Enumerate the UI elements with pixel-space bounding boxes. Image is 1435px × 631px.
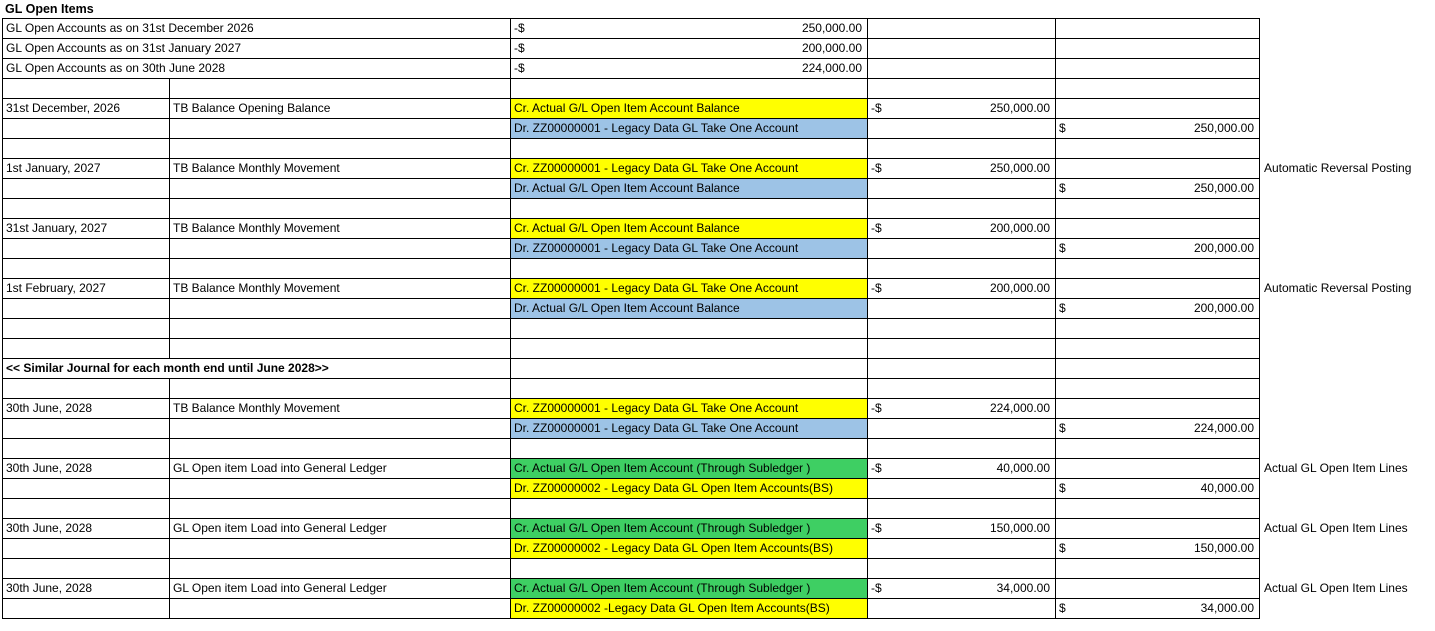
date-cell[interactable]: [3, 439, 170, 459]
table-row: [3, 499, 1432, 519]
currency-sign: $: [1059, 121, 1066, 135]
annotation-cell[interactable]: Actual GL Open Item Lines: [1264, 461, 1408, 475]
table-row: [3, 39, 1432, 59]
annotation-cell[interactable]: [1260, 319, 1432, 339]
table-row: [3, 399, 1432, 419]
credit-amount-cell[interactable]: [868, 539, 1056, 559]
amount-value: 200,000.00: [989, 281, 1050, 295]
account-cell[interactable]: Cr. Actual G/L Open Item Account (Through Subledger ): [511, 579, 868, 599]
description-cell[interactable]: [170, 139, 511, 159]
debit-amount-cell[interactable]: [1056, 159, 1260, 179]
credit-amount-cell[interactable]: [868, 259, 1056, 279]
account-cell[interactable]: Cr. Actual G/L Open Item Account Balance: [511, 99, 868, 119]
account-cell[interactable]: Cr. ZZ00000001 - Legacy Data GL Take One Account: [511, 279, 868, 299]
description-cell[interactable]: [170, 599, 511, 619]
description-cell[interactable]: [170, 339, 511, 359]
annotation-cell[interactable]: [1260, 599, 1432, 619]
debit-amount-cell[interactable]: [1056, 59, 1260, 79]
table-row: [3, 559, 1432, 579]
table-row: [3, 139, 1432, 159]
description-cell[interactable]: [170, 439, 511, 459]
account-cell[interactable]: Dr. ZZ00000002 - Legacy Data GL Open Item Accounts(BS): [511, 539, 868, 559]
debit-amount-cell[interactable]: [1056, 359, 1260, 379]
currency-sign: $: [1059, 181, 1066, 195]
annotation-cell[interactable]: [1260, 559, 1432, 579]
amount-value: 250,000.00: [1193, 121, 1254, 135]
accounting-amount: [1056, 419, 1259, 438]
account-cell[interactable]: [511, 39, 868, 59]
annotation-cell[interactable]: Automatic Reversal Posting: [1264, 161, 1412, 175]
description-cell[interactable]: [170, 379, 511, 399]
annotation-cell[interactable]: Automatic Reversal Posting: [1264, 281, 1412, 295]
accounting-amount: [511, 39, 867, 58]
credit-amount-cell[interactable]: [868, 419, 1056, 439]
date-cell[interactable]: [3, 259, 170, 279]
date-cell[interactable]: [3, 479, 170, 499]
table-row: [3, 279, 1432, 299]
table-row: [3, 539, 1432, 559]
credit-amount-cell[interactable]: [868, 559, 1056, 579]
account-cell[interactable]: [511, 259, 868, 279]
table-row: [3, 339, 1432, 359]
annotation-cell[interactable]: [1260, 139, 1432, 159]
account-cell[interactable]: [511, 79, 868, 99]
credit-amount-cell[interactable]: [868, 119, 1056, 139]
currency-sign: $: [1059, 241, 1066, 255]
currency-sign: -$: [871, 101, 882, 115]
debit-amount-cell[interactable]: [1056, 599, 1260, 619]
summary-label-cell[interactable]: GL Open Accounts as on 31st January 2027: [3, 39, 511, 59]
currency-sign: $: [1059, 601, 1066, 615]
accounting-amount: [868, 579, 1055, 598]
debit-amount-cell[interactable]: [1056, 119, 1260, 139]
table-row: [3, 439, 1432, 459]
annotation-cell[interactable]: [1260, 219, 1432, 239]
debit-amount-cell[interactable]: [1056, 499, 1260, 519]
table-row: [3, 599, 1432, 619]
accounting-amount: [1056, 119, 1259, 138]
table-row: [3, 159, 1432, 179]
table-row: [3, 119, 1432, 139]
description-cell[interactable]: GL Open item Load into General Ledger: [170, 459, 511, 479]
table-row: [3, 79, 1432, 99]
table-row: [3, 359, 1432, 379]
amount-value: 250,000.00: [989, 161, 1050, 175]
debit-amount-cell[interactable]: [1056, 79, 1260, 99]
summary-label-cell[interactable]: GL Open Accounts as on 31st December 2026: [3, 19, 511, 39]
accounting-amount: [511, 19, 867, 38]
table-row: [3, 579, 1432, 599]
annotation-cell[interactable]: [1260, 299, 1432, 319]
credit-amount-cell[interactable]: [868, 299, 1056, 319]
annotation-cell[interactable]: [1260, 419, 1432, 439]
amount-value: 40,000.00: [1200, 481, 1254, 495]
description-cell[interactable]: TB Balance Monthly Movement: [170, 399, 511, 419]
account-cell[interactable]: Cr. Actual G/L Open Item Account (Through Subledger ): [511, 459, 868, 479]
accounting-amount: [868, 159, 1055, 178]
accounting-amount: [868, 219, 1055, 238]
annotation-cell[interactable]: [1260, 59, 1432, 79]
debit-amount-cell[interactable]: [1056, 239, 1260, 259]
amount-value: 34,000.00: [1200, 601, 1254, 615]
credit-amount-cell[interactable]: [868, 579, 1056, 599]
debit-amount-cell[interactable]: [1056, 379, 1260, 399]
account-cell[interactable]: Dr. ZZ00000002 -Legacy Data GL Open Item Accounts(BS): [511, 599, 868, 619]
table-row: [3, 299, 1432, 319]
date-cell[interactable]: [3, 499, 170, 519]
table-row: [3, 459, 1432, 479]
accounting-amount: [1056, 239, 1259, 258]
credit-amount-cell[interactable]: [868, 59, 1056, 79]
accounting-amount: [1056, 539, 1259, 558]
date-cell[interactable]: 1st January, 2027: [3, 159, 170, 179]
table-row: [3, 19, 1432, 39]
currency-sign: -$: [871, 581, 882, 595]
accounting-amount: [1056, 599, 1259, 618]
credit-amount-cell[interactable]: [868, 19, 1056, 39]
debit-amount-cell[interactable]: [1056, 399, 1260, 419]
date-cell[interactable]: [3, 559, 170, 579]
debit-amount-cell[interactable]: [1056, 19, 1260, 39]
account-cell[interactable]: [511, 559, 868, 579]
annotation-cell[interactable]: Actual GL Open Item Lines: [1264, 521, 1408, 535]
account-cell[interactable]: [511, 19, 868, 39]
credit-amount-cell[interactable]: [868, 219, 1056, 239]
annotation-cell[interactable]: [1260, 99, 1432, 119]
credit-amount-cell[interactable]: [868, 439, 1056, 459]
description-cell[interactable]: [170, 119, 511, 139]
amount-value: 150,000.00: [1193, 541, 1254, 555]
account-cell[interactable]: Dr. ZZ00000001 - Legacy Data GL Take One Account: [511, 239, 868, 259]
credit-amount-cell[interactable]: [868, 339, 1056, 359]
gl-journal-table: [2, 18, 1432, 619]
amount-value: 40,000.00: [996, 461, 1050, 475]
credit-amount-cell[interactable]: [868, 399, 1056, 419]
account-cell[interactable]: [511, 319, 868, 339]
currency-sign: -$: [514, 41, 525, 55]
credit-amount-cell[interactable]: [868, 99, 1056, 119]
debit-amount-cell[interactable]: [1056, 219, 1260, 239]
account-cell[interactable]: [511, 339, 868, 359]
table-row: [3, 59, 1432, 79]
description-cell[interactable]: [170, 419, 511, 439]
annotation-cell[interactable]: [1260, 359, 1432, 379]
account-cell[interactable]: Dr. ZZ00000002 - Legacy Data GL Open Item Accounts(BS): [511, 479, 868, 499]
credit-amount-cell[interactable]: [868, 199, 1056, 219]
account-cell[interactable]: [511, 139, 868, 159]
date-cell[interactable]: [3, 199, 170, 219]
table-row: [3, 379, 1432, 399]
currency-sign: $: [1059, 541, 1066, 555]
table-row: [3, 479, 1432, 499]
description-cell[interactable]: TB Balance Monthly Movement: [170, 279, 511, 299]
date-cell[interactable]: [3, 539, 170, 559]
debit-amount-cell[interactable]: [1056, 579, 1260, 599]
table-row: [3, 179, 1432, 199]
amount-value: 250,000.00: [801, 21, 862, 35]
currency-sign: -$: [871, 221, 882, 235]
credit-amount-cell[interactable]: [868, 319, 1056, 339]
credit-amount-cell[interactable]: [868, 599, 1056, 619]
accounting-amount: [1056, 479, 1259, 498]
accounting-amount: [868, 519, 1055, 538]
description-cell[interactable]: TB Balance Monthly Movement: [170, 159, 511, 179]
account-cell[interactable]: Dr. Actual G/L Open Item Account Balance: [511, 299, 868, 319]
table-row: [3, 259, 1432, 279]
annotation-cell[interactable]: [1260, 39, 1432, 59]
date-cell[interactable]: 1st February, 2027: [3, 279, 170, 299]
annotation-cell[interactable]: [1260, 179, 1432, 199]
annotation-cell[interactable]: [1260, 539, 1432, 559]
amount-value: 34,000.00: [996, 581, 1050, 595]
debit-amount-cell[interactable]: [1056, 319, 1260, 339]
account-cell[interactable]: [511, 379, 868, 399]
accounting-amount: [868, 99, 1055, 118]
date-cell[interactable]: [3, 339, 170, 359]
accounting-amount: [1056, 179, 1259, 198]
description-cell[interactable]: [170, 79, 511, 99]
account-cell[interactable]: Dr. ZZ00000001 - Legacy Data GL Take One Account: [511, 119, 868, 139]
debit-amount-cell[interactable]: [1056, 299, 1260, 319]
date-cell[interactable]: 30th June, 2028: [3, 519, 170, 539]
description-cell[interactable]: [170, 199, 511, 219]
credit-amount-cell[interactable]: [868, 79, 1056, 99]
annotation-cell[interactable]: [1260, 199, 1432, 219]
description-cell[interactable]: [170, 479, 511, 499]
currency-sign: -$: [871, 401, 882, 415]
summary-label-cell[interactable]: GL Open Accounts as on 30th June 2028: [3, 59, 511, 79]
date-cell[interactable]: [3, 179, 170, 199]
currency-sign: $: [1059, 301, 1066, 315]
amount-value: 224,000.00: [1193, 421, 1254, 435]
annotation-cell[interactable]: [1260, 399, 1432, 419]
debit-amount-cell[interactable]: [1056, 519, 1260, 539]
accounting-amount: [868, 459, 1055, 478]
credit-amount-cell[interactable]: [868, 279, 1056, 299]
annotation-cell[interactable]: [1260, 19, 1432, 39]
amount-value: 224,000.00: [989, 401, 1050, 415]
table-row: [3, 199, 1432, 219]
description-cell[interactable]: [170, 539, 511, 559]
debit-amount-cell[interactable]: [1056, 179, 1260, 199]
debit-amount-cell[interactable]: [1056, 199, 1260, 219]
amount-value: 200,000.00: [1193, 301, 1254, 315]
annotation-cell[interactable]: [1260, 79, 1432, 99]
amount-value: 224,000.00: [801, 61, 862, 75]
amount-value: 250,000.00: [1193, 181, 1254, 195]
date-cell[interactable]: [3, 419, 170, 439]
account-cell[interactable]: Cr. ZZ00000001 - Legacy Data GL Take One Account: [511, 159, 868, 179]
debit-amount-cell[interactable]: [1056, 139, 1260, 159]
currency-sign: -$: [514, 21, 525, 35]
annotation-cell[interactable]: [1260, 239, 1432, 259]
debit-amount-cell[interactable]: [1056, 339, 1260, 359]
currency-sign: -$: [514, 61, 525, 75]
date-cell[interactable]: 31st December, 2026: [3, 99, 170, 119]
description-cell[interactable]: [170, 499, 511, 519]
description-cell[interactable]: [170, 179, 511, 199]
accounting-amount: [868, 279, 1055, 298]
description-cell[interactable]: TB Balance Opening Balance: [170, 99, 511, 119]
currency-sign: -$: [871, 161, 882, 175]
similar-journal-note-cell[interactable]: << Similar Journal for each month end until June 2028>>: [3, 359, 511, 379]
currency-sign: -$: [871, 461, 882, 475]
table-row: [3, 419, 1432, 439]
table-row: [3, 99, 1432, 119]
debit-amount-cell[interactable]: [1056, 479, 1260, 499]
table-row: [3, 239, 1432, 259]
date-cell[interactable]: 30th June, 2028: [3, 459, 170, 479]
credit-amount-cell[interactable]: [868, 379, 1056, 399]
credit-amount-cell[interactable]: [868, 39, 1056, 59]
credit-amount-cell[interactable]: [868, 499, 1056, 519]
account-cell[interactable]: [511, 359, 868, 379]
debit-amount-cell[interactable]: [1056, 99, 1260, 119]
description-cell[interactable]: [170, 299, 511, 319]
date-cell[interactable]: [3, 119, 170, 139]
description-cell[interactable]: [170, 239, 511, 259]
description-cell[interactable]: TB Balance Monthly Movement: [170, 219, 511, 239]
account-cell[interactable]: Cr. ZZ00000001 - Legacy Data GL Take One Account: [511, 399, 868, 419]
account-cell[interactable]: Cr. Actual G/L Open Item Account (Through Subledger ): [511, 519, 868, 539]
table-row: [3, 519, 1432, 539]
credit-amount-cell[interactable]: [868, 479, 1056, 499]
date-cell[interactable]: [3, 299, 170, 319]
amount-value: 250,000.00: [989, 101, 1050, 115]
currency-sign: -$: [871, 521, 882, 535]
amount-value: 200,000.00: [1193, 241, 1254, 255]
date-cell[interactable]: 30th June, 2028: [3, 399, 170, 419]
debit-amount-cell[interactable]: [1056, 39, 1260, 59]
accounting-amount: [511, 59, 867, 78]
annotation-cell[interactable]: [1260, 119, 1432, 139]
table-row: [3, 219, 1432, 239]
credit-amount-cell[interactable]: [868, 239, 1056, 259]
debit-amount-cell[interactable]: [1056, 559, 1260, 579]
description-cell[interactable]: GL Open item Load into General Ledger: [170, 579, 511, 599]
date-cell[interactable]: [3, 319, 170, 339]
account-cell[interactable]: Dr. ZZ00000001 - Legacy Data GL Take One Account: [511, 419, 868, 439]
debit-amount-cell[interactable]: [1056, 419, 1260, 439]
description-cell[interactable]: GL Open item Load into General Ledger: [170, 519, 511, 539]
currency-sign: -$: [871, 281, 882, 295]
credit-amount-cell[interactable]: [868, 179, 1056, 199]
annotation-cell[interactable]: [1260, 339, 1432, 359]
description-cell[interactable]: [170, 259, 511, 279]
date-cell[interactable]: [3, 379, 170, 399]
credit-amount-cell[interactable]: [868, 459, 1056, 479]
annotation-cell[interactable]: Actual GL Open Item Lines: [1264, 581, 1408, 595]
debit-amount-cell[interactable]: [1056, 539, 1260, 559]
date-cell[interactable]: 31st January, 2027: [3, 219, 170, 239]
credit-amount-cell[interactable]: [868, 519, 1056, 539]
debit-amount-cell[interactable]: [1056, 459, 1260, 479]
accounting-amount: [1056, 299, 1259, 318]
amount-value: 200,000.00: [989, 221, 1050, 235]
account-cell[interactable]: [511, 59, 868, 79]
annotation-cell[interactable]: [1260, 439, 1432, 459]
date-cell[interactable]: [3, 599, 170, 619]
annotation-cell[interactable]: [1260, 499, 1432, 519]
date-cell[interactable]: [3, 139, 170, 159]
currency-sign: $: [1059, 421, 1066, 435]
date-cell[interactable]: [3, 239, 170, 259]
description-cell[interactable]: [170, 559, 511, 579]
account-cell[interactable]: Dr. Actual G/L Open Item Account Balance: [511, 179, 868, 199]
account-cell[interactable]: Cr. Actual G/L Open Item Account Balance: [511, 219, 868, 239]
amount-value: 150,000.00: [989, 521, 1050, 535]
description-cell[interactable]: [170, 319, 511, 339]
credit-amount-cell[interactable]: [868, 139, 1056, 159]
account-cell[interactable]: [511, 499, 868, 519]
gl-journal-table-body: [3, 19, 1432, 619]
account-cell[interactable]: [511, 439, 868, 459]
annotation-cell[interactable]: [1260, 259, 1432, 279]
page-title: GL Open Items: [5, 2, 94, 16]
table-row: [3, 319, 1432, 339]
currency-sign: $: [1059, 481, 1066, 495]
credit-amount-cell[interactable]: [868, 159, 1056, 179]
debit-amount-cell[interactable]: [1056, 259, 1260, 279]
account-cell[interactable]: [511, 199, 868, 219]
annotation-cell[interactable]: [1260, 379, 1432, 399]
debit-amount-cell[interactable]: [1056, 279, 1260, 299]
credit-amount-cell[interactable]: [868, 359, 1056, 379]
amount-value: 200,000.00: [801, 41, 862, 55]
accounting-amount: [868, 399, 1055, 418]
date-cell[interactable]: [3, 79, 170, 99]
debit-amount-cell[interactable]: [1056, 439, 1260, 459]
date-cell[interactable]: 30th June, 2028: [3, 579, 170, 599]
annotation-cell[interactable]: [1260, 479, 1432, 499]
